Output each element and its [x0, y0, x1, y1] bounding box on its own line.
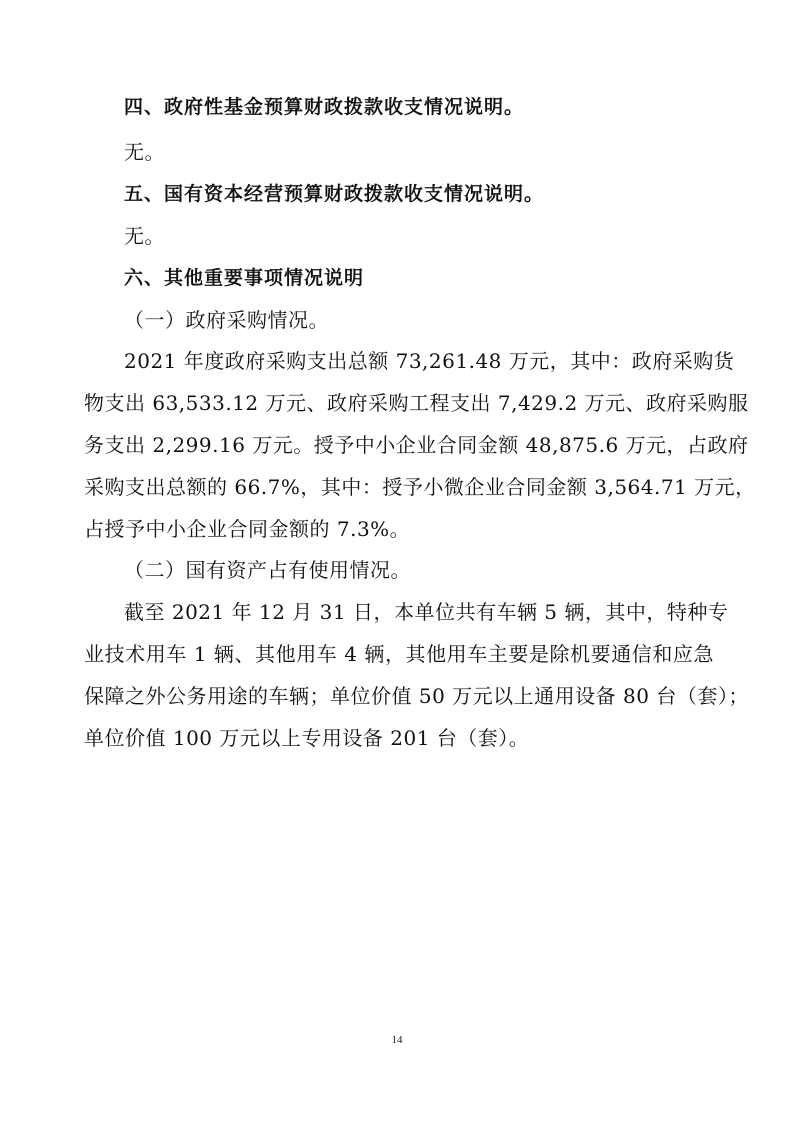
procurement-line: 2021 年度政府采购支出总额 73,261.48 万元，其中：政府采购货 [124, 349, 735, 373]
section-5-body: 无。 [124, 224, 165, 248]
assets-line: 业技术用车 1 辆、其他用车 4 辆，其他用车主要是除机要通信和应急 [84, 642, 714, 666]
section-4-heading: 四、政府性基金预算财政拨款收支情况说明。 [124, 96, 525, 118]
section-6-heading: 六、其他重要事项情况说明 [124, 267, 365, 289]
procurement-line: 物支出 63,533.12 万元、政府采购工程支出 7,429.2 万元、政府采购服 [84, 391, 749, 415]
assets-line: 单位价值 100 万元以上专用设备 201 台（套）。 [84, 726, 530, 750]
assets-subheading: （二）国有资产占有使用情况。 [124, 558, 411, 582]
procurement-line: 务支出 2,299.16 万元。授予中小企业合同金额 48,875.6 万元，占政府 [84, 433, 749, 457]
assets-line: 截至 2021 年 12 月 31 日，本单位共有车辆 5 辆，其中，特种专 [124, 600, 729, 624]
assets-line: 保障之外公务用途的车辆；单位价值 50 万元以上通用设备 80 台（套）； [84, 684, 749, 708]
procurement-line: 采购支出总额的 66.7%，其中：授予小微企业合同金额 3,564.71 万元， [84, 475, 756, 499]
section-4-body: 无。 [124, 140, 165, 164]
page-number: 14 [391, 1034, 403, 1046]
procurement-line: 占授予中小企业合同金额的 7.3%。 [84, 517, 411, 541]
procurement-subheading: （一）政府采购情况。 [124, 308, 329, 332]
section-5-heading: 五、国有资本经营预算财政拨款收支情况说明。 [124, 183, 545, 205]
